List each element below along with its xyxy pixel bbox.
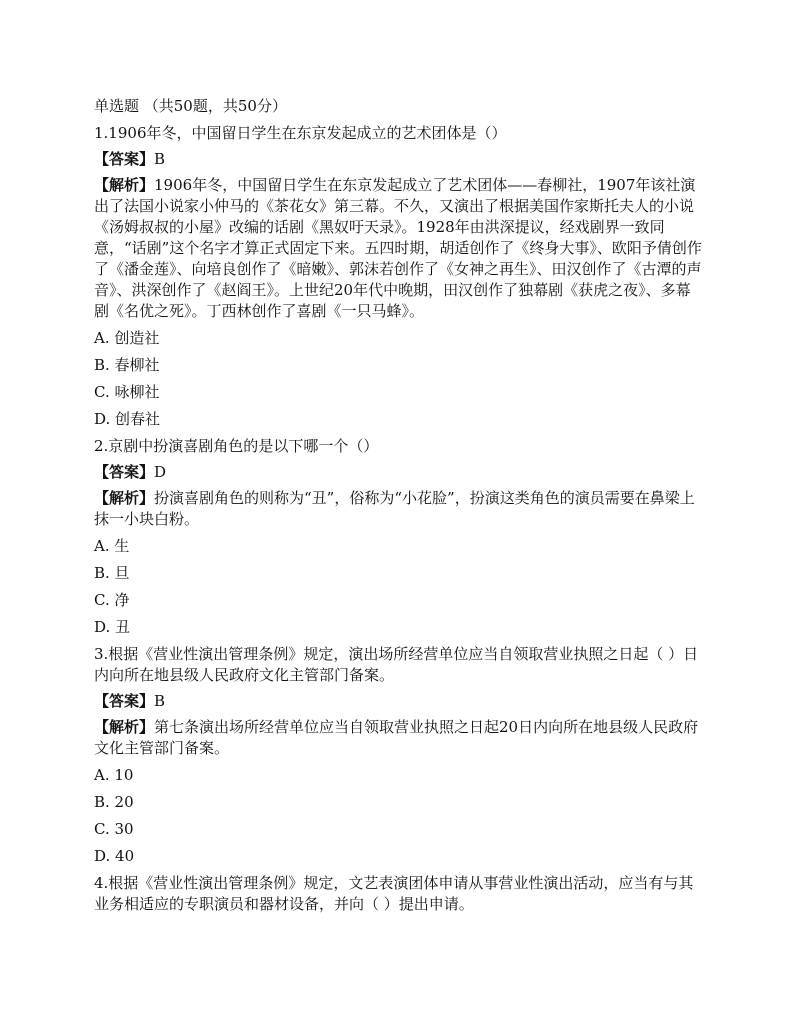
option-b: B. 20	[94, 793, 134, 811]
question-stem: 4.根据《营业性演出管理条例》规定，文艺表演团体申请从事营业性演出活动，应当有与其业务相适应的专职演员和器材设备，并向（ ）提出申请。	[94, 874, 694, 913]
exam-document	[94, 96, 704, 915]
answer-tag: 【答案】	[94, 150, 155, 168]
question-stem: 2.京剧中扮演喜剧角色的是以下哪一个（）	[94, 437, 379, 455]
analysis-tag: 【解析】	[94, 718, 155, 736]
question-stem: 1.1906年冬，中国留日学生在东京发起成立的艺术团体是（）	[94, 124, 507, 142]
answer-value: B	[154, 692, 166, 710]
analysis-text: 扮演喜剧角色的则称为“丑”，俗称为“小花脸”，扮演这类角色的演员需要在鼻梁上抹一小块白粉。	[94, 489, 695, 528]
option-a: A. 生	[94, 537, 130, 555]
answer-tag: 【答案】	[94, 692, 155, 710]
option-c: C. 净	[94, 591, 130, 609]
answer-value: B	[154, 150, 166, 168]
answer-line	[94, 149, 704, 170]
option-b: B. 旦	[94, 564, 130, 582]
answer-line	[94, 462, 704, 483]
option-d: D. 40	[94, 847, 135, 865]
analysis-line	[94, 717, 704, 759]
option-a: A. 10	[94, 766, 134, 784]
option-c: C. 30	[94, 820, 134, 838]
option-c: C. 咏柳社	[94, 383, 160, 401]
analysis-line	[94, 488, 704, 530]
answer-value: D	[154, 463, 167, 481]
analysis-line	[94, 175, 704, 322]
question-4	[94, 873, 704, 915]
question-stem: 3.根据《营业性演出管理条例》规定，演出场所经营单位应当自领取营业执照之日起（ ）日内向所在地县级人民政府文化主管部门备案。	[94, 645, 699, 684]
option-d: D. 创春社	[94, 410, 161, 428]
answer-line	[94, 691, 704, 712]
option-d: D. 丑	[94, 618, 131, 636]
section-title: 单选题 （共50题，共50分）	[94, 97, 287, 115]
option-b: B. 春柳社	[94, 356, 160, 374]
analysis-tag: 【解析】	[94, 176, 155, 194]
question-3	[94, 644, 704, 867]
answer-tag: 【答案】	[94, 463, 155, 481]
question-2	[94, 436, 704, 638]
analysis-text: 第七条演出场所经营单位应当自领取营业执照之日起20日内向所在地县级人民政府文化主管部门备案。	[94, 718, 699, 757]
question-1	[94, 123, 704, 430]
analysis-tag: 【解析】	[94, 489, 155, 507]
analysis-text: 1906年冬，中国留日学生在东京发起成立了艺术团体——春柳社，1907年该社演出了法国小说家小仲马的《茶花女》第三幕。不久，又演出了根据美国作家斯托夫人的小说《汤姆叔叔的小屋》改编的话剧《黑奴吁天录》。1928年由洪深提议，经戏剧界一致同意，“话剧”这个名字才算正式固定下来。五四时期，胡适创作了《终身大事》、欧阳予倩创作了《潘金莲》、向培良创作了《暗嫩》、郭沫若创作了《女神之再生》、田汉创作了《古潭的声音》、洪深创作了《赵阎王》。上世纪20年代中晚期，田汉创作了独幕剧《获虎之夜》、多幕剧《名优之死》。丁西林创作了喜剧《一只马蜂》。	[94, 176, 702, 320]
option-a: A. 创造社	[94, 329, 160, 347]
